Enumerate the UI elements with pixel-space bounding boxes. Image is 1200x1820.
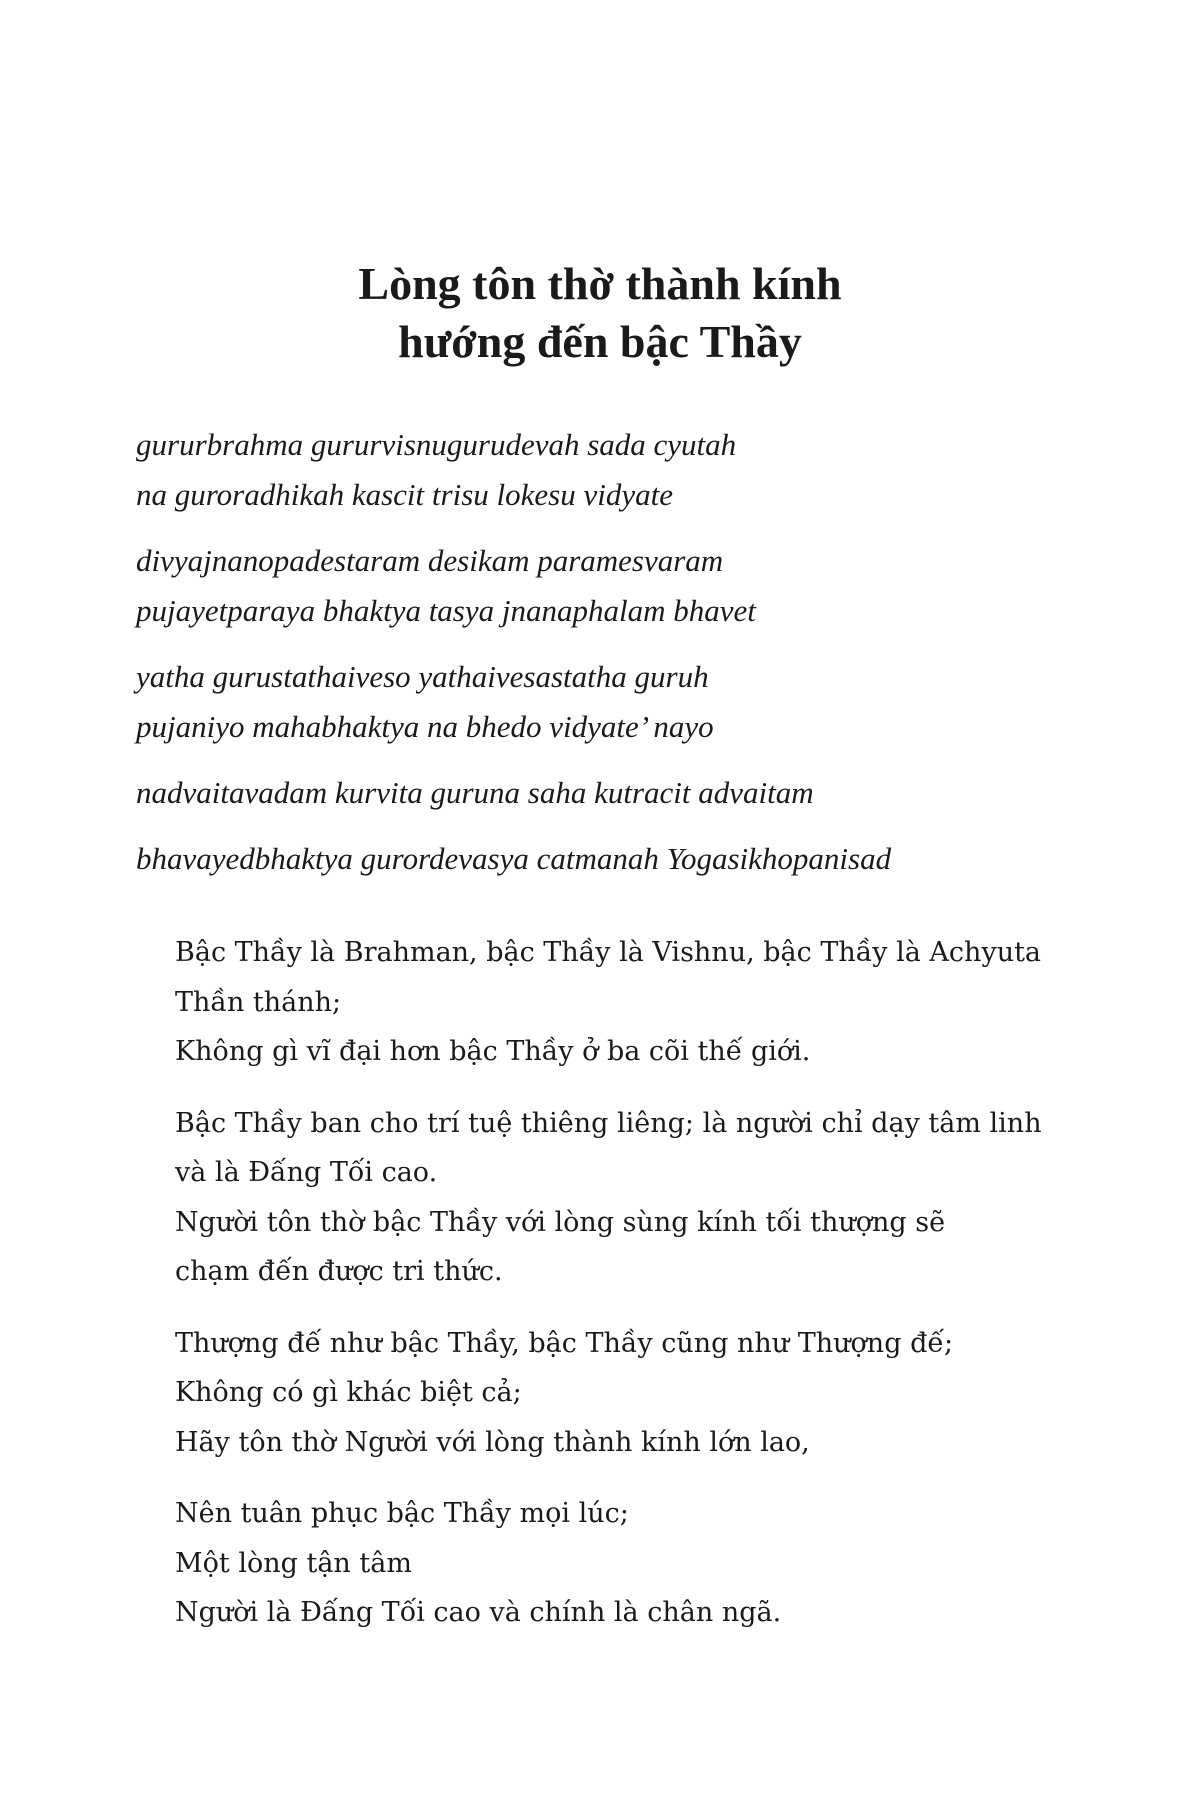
translation-line: Một lòng tận tâm [175,1547,412,1579]
sanskrit-line: yatha gurustathaiveso yathaivesastatha guruh [136,659,709,694]
sanskrit-line: nadvaitavadam kurvita guruna saha kutracit advaitam [136,775,814,810]
translation-line: chạm đến được tri thức. [175,1256,503,1287]
translation-stanza-3 [175,1319,1075,1468]
chapter-title-line-2: hướng đến bậc Thầy [398,316,802,367]
translation-line: Bậc Thầy là Brahman, bậc Thầy là Vishnu, bậc Thầy là Achyuta [175,937,1042,968]
translation-stanza-1 [175,928,1075,1077]
sanskrit-line: pujaniyo mahabhaktya na bhedo vidyate’ nayo [136,709,714,744]
sanskrit-stanza-2 [136,536,1136,636]
sanskrit-line: divyajnanopadestaram desikam paramesvaram [136,543,724,578]
translation-line: Hãy tôn thờ Người với lòng thành kính lớn lao, [175,1426,810,1458]
sanskrit-stanza-5 [136,834,1136,884]
sanskrit-stanza-3 [136,652,1136,752]
translation-line: Người là Đấng Tối cao và chính là chân ngã. [175,1597,782,1628]
translation-stanza-2 [175,1099,1075,1297]
translation-line: Người tôn thờ bậc Thầy với lòng sùng kính tối thượng sẽ [175,1206,946,1238]
translation-line: Không gì vĩ đại hơn bậc Thầy ở ba cõi thế giới. [175,1036,811,1067]
sanskrit-stanza-1 [136,420,1136,520]
translation-line: Không có gì khác biệt cả; [175,1377,522,1408]
translation-line: Thần thánh; [175,986,342,1018]
translation-stanza-4 [175,1489,1075,1638]
chapter-title-line-1: Lòng tôn thờ thành kính [358,258,842,309]
translation-line: Bậc Thầy ban cho trí tuệ thiêng liêng; là người chỉ dạy tâm linh [175,1107,1042,1139]
sanskrit-line: gururbrahma gururvisnugurudevah sada cyutah [136,427,737,462]
translation-line: Thượng đế như bậc Thầy, bậc Thầy cũng như Thượng đế; [175,1327,954,1359]
sanskrit-line: bhavayedbhaktya gurordevasya catmanah Yogasikhopanisad [136,841,892,876]
sanskrit-verse [136,420,1136,900]
translation-line: và là Đấng Tối cao. [175,1157,438,1188]
sanskrit-line: na guroradhikah kascit trisu lokesu vidyate [136,477,673,512]
chapter-title [0,255,1200,371]
sanskrit-stanza-4 [136,768,1136,818]
vietnamese-translation [175,928,1075,1660]
sanskrit-line: pujayetparaya bhaktya tasya jnanaphalam bhavet [136,593,756,628]
translation-line: Nên tuân phục bậc Thầy mọi lúc; [175,1498,629,1529]
